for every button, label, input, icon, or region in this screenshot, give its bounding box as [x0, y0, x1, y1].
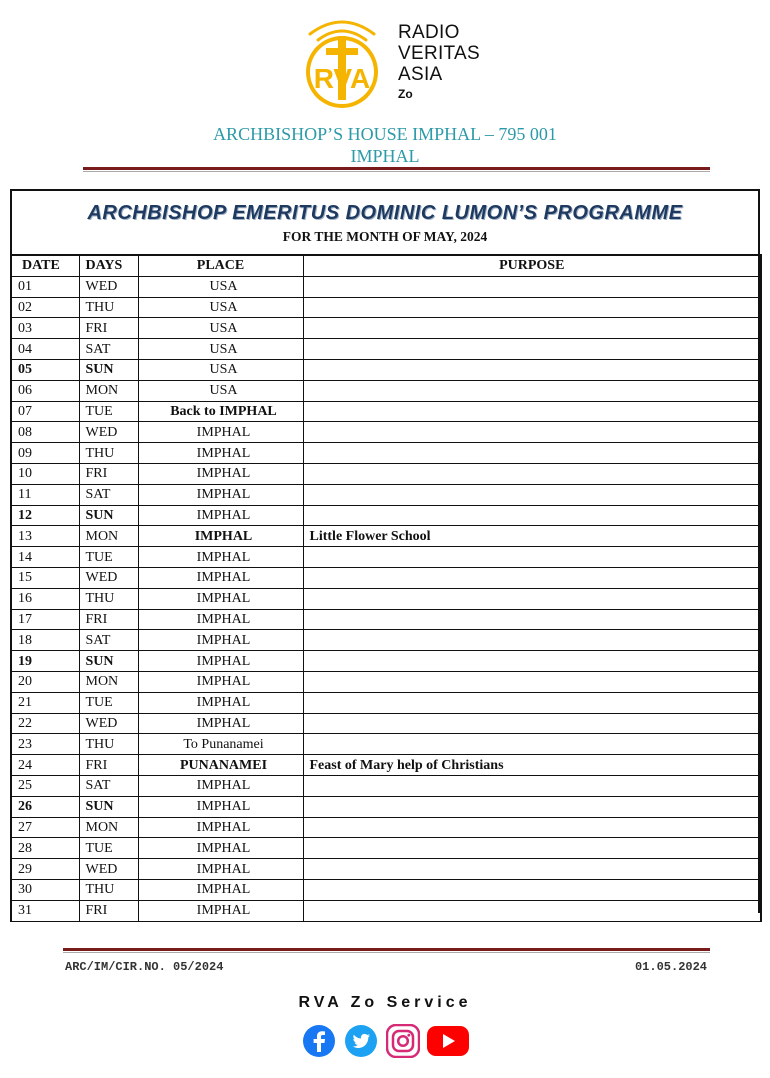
cell-date: 29 [11, 859, 79, 880]
cell-date: 22 [11, 713, 79, 734]
cell-place: USA [138, 359, 303, 380]
cell-date: 17 [11, 609, 79, 630]
cell-day: TUE [79, 838, 138, 859]
table-row [11, 567, 761, 588]
address-line-2: IMPHAL [350, 146, 420, 166]
table-header-row [11, 255, 761, 276]
cell-day: SUN [79, 359, 138, 380]
table-row [11, 879, 761, 900]
cell-place: IMPHAL [138, 838, 303, 859]
cell-purpose [303, 359, 761, 380]
footer-divider [63, 948, 710, 951]
cell-day: SAT [79, 775, 138, 796]
rva-logo [296, 12, 388, 110]
cell-day: SAT [79, 484, 138, 505]
cell-place: IMPHAL [138, 422, 303, 443]
cell-day: SUN [79, 796, 138, 817]
cell-day: SUN [79, 505, 138, 526]
cell-day: WED [79, 276, 138, 297]
cell-place: IMPHAL [138, 505, 303, 526]
cell-date: 16 [11, 588, 79, 609]
table-row [11, 859, 761, 880]
cell-day: THU [79, 588, 138, 609]
cell-day: TUE [79, 401, 138, 422]
cell-date: 19 [11, 651, 79, 672]
cell-place: USA [138, 339, 303, 360]
table-row [11, 422, 761, 443]
cell-place: IMPHAL [138, 713, 303, 734]
table-row [11, 526, 761, 547]
cell-date: 15 [11, 567, 79, 588]
cell-purpose [303, 318, 761, 339]
column-header-purpose: PURPOSE [303, 255, 761, 276]
cell-place: IMPHAL [138, 859, 303, 880]
circular-number: ARC/IM/CIR.NO. 05/2024 [65, 960, 224, 974]
cell-purpose [303, 339, 761, 360]
cell-place: IMPHAL [138, 484, 303, 505]
cell-purpose [303, 630, 761, 651]
cell-place: USA [138, 297, 303, 318]
cell-date: 02 [11, 297, 79, 318]
cell-day: THU [79, 879, 138, 900]
cell-purpose [303, 401, 761, 422]
cell-place: IMPHAL [138, 463, 303, 484]
cell-purpose [303, 547, 761, 568]
cell-purpose [303, 713, 761, 734]
table-row [11, 463, 761, 484]
column-header-days: DAYS [79, 255, 138, 276]
cell-purpose [303, 734, 761, 755]
table-row [11, 838, 761, 859]
cell-day: WED [79, 859, 138, 880]
cell-day: MON [79, 817, 138, 838]
table-row [11, 692, 761, 713]
table-row [11, 443, 761, 464]
table-row [11, 817, 761, 838]
cell-day: TUE [79, 692, 138, 713]
table-row [11, 671, 761, 692]
cell-place: USA [138, 318, 303, 339]
header-divider-thin [83, 171, 710, 172]
cell-date: 31 [11, 900, 79, 921]
cell-date: 25 [11, 775, 79, 796]
cell-date: 03 [11, 318, 79, 339]
circular-date: 01.05.2024 [634, 960, 707, 974]
cell-date: 24 [11, 755, 79, 776]
cell-place: IMPHAL [138, 671, 303, 692]
youtube-icon[interactable] [426, 1024, 470, 1063]
cell-purpose [303, 651, 761, 672]
cell-purpose [303, 422, 761, 443]
cell-day: FRI [79, 609, 138, 630]
table-row [11, 796, 761, 817]
cell-date: 23 [11, 734, 79, 755]
logo-monogram: RVA [313, 63, 371, 94]
table-row [11, 651, 761, 672]
instagram-icon[interactable] [386, 1024, 420, 1063]
cell-purpose [303, 484, 761, 505]
twitter-icon[interactable] [344, 1024, 378, 1063]
cell-purpose [303, 859, 761, 880]
cell-purpose [303, 505, 761, 526]
cell-day: MON [79, 671, 138, 692]
cell-date: 20 [11, 671, 79, 692]
cell-purpose [303, 817, 761, 838]
cell-day: WED [79, 713, 138, 734]
cell-date: 28 [11, 838, 79, 859]
cell-purpose [303, 671, 761, 692]
table-row [11, 588, 761, 609]
cell-day: MON [79, 526, 138, 547]
cell-date: 04 [11, 339, 79, 360]
cell-date: 12 [11, 505, 79, 526]
table-row [11, 713, 761, 734]
cell-purpose [303, 463, 761, 484]
cell-place: IMPHAL [138, 651, 303, 672]
cell-place: IMPHAL [138, 775, 303, 796]
cell-purpose [303, 775, 761, 796]
logo-line-3: ASIA [398, 64, 443, 85]
table-row [11, 297, 761, 318]
cell-day: WED [79, 567, 138, 588]
cell-date: 11 [11, 484, 79, 505]
table-row [11, 734, 761, 755]
table-row [11, 484, 761, 505]
table-row [11, 900, 761, 921]
cell-place: IMPHAL [138, 567, 303, 588]
logo-text [398, 22, 480, 102]
cell-day: MON [79, 380, 138, 401]
cell-day: TUE [79, 547, 138, 568]
cell-purpose [303, 443, 761, 464]
cell-date: 21 [11, 692, 79, 713]
table-row [11, 609, 761, 630]
footer-divider-thin [63, 952, 710, 953]
table-row [11, 318, 761, 339]
programme-subtitle: FOR THE MONTH OF MAY, 2024 [282, 229, 488, 244]
cell-place: IMPHAL [138, 609, 303, 630]
table-row [11, 276, 761, 297]
table-row [11, 755, 761, 776]
cell-date: 13 [11, 526, 79, 547]
cell-purpose [303, 276, 761, 297]
cell-place: IMPHAL [138, 796, 303, 817]
facebook-icon[interactable] [302, 1024, 336, 1063]
cell-place: IMPHAL [138, 692, 303, 713]
cell-date: 01 [11, 276, 79, 297]
cell-date: 07 [11, 401, 79, 422]
cell-purpose: Little Flower School [303, 526, 761, 547]
cell-purpose [303, 609, 761, 630]
logo-line-2: VERITAS [398, 43, 480, 64]
table-row [11, 359, 761, 380]
cell-day: SAT [79, 630, 138, 651]
cell-day: FRI [79, 755, 138, 776]
cell-place: USA [138, 276, 303, 297]
cell-date: 27 [11, 817, 79, 838]
service-label: RVA Zo Service [298, 994, 472, 1011]
cell-place: To Punanamei [138, 734, 303, 755]
cell-purpose: Feast of Mary help of Christians [303, 755, 761, 776]
cell-date: 14 [11, 547, 79, 568]
table-row [11, 630, 761, 651]
cell-date: 30 [11, 879, 79, 900]
table-row [11, 547, 761, 568]
programme-table [10, 254, 762, 922]
cell-date: 06 [11, 380, 79, 401]
cell-place: IMPHAL [138, 900, 303, 921]
cell-place: IMPHAL [138, 443, 303, 464]
column-header-place: PLACE [138, 255, 303, 276]
table-row [11, 380, 761, 401]
cell-date: 18 [11, 630, 79, 651]
cell-purpose [303, 588, 761, 609]
cell-place: PUNANAMEI [138, 755, 303, 776]
cell-purpose [303, 380, 761, 401]
cell-place: IMPHAL [138, 588, 303, 609]
cell-day: SUN [79, 651, 138, 672]
logo-subtitle: Zo [398, 87, 413, 101]
header-divider [83, 167, 710, 170]
address-line-1: ARCHBISHOP’S HOUSE IMPHAL – 795 001 [213, 124, 557, 144]
cell-date: 08 [11, 422, 79, 443]
logo-line-1: RADIO [398, 22, 460, 43]
table-row [11, 401, 761, 422]
cell-day: THU [79, 734, 138, 755]
cell-date: 09 [11, 443, 79, 464]
cell-day: FRI [79, 463, 138, 484]
cell-day: THU [79, 443, 138, 464]
table-row [11, 339, 761, 360]
cell-purpose [303, 567, 761, 588]
cell-place: USA [138, 380, 303, 401]
cell-date: 05 [11, 359, 79, 380]
social-links [302, 1024, 472, 1058]
table-row [11, 505, 761, 526]
cell-day: WED [79, 422, 138, 443]
programme-title: ARCHBISHOP EMERITUS DOMINIC LUMON’S PROGRAMME [87, 202, 683, 224]
cell-place: IMPHAL [138, 547, 303, 568]
table-row [11, 775, 761, 796]
cell-date: 10 [11, 463, 79, 484]
cell-day: SAT [79, 339, 138, 360]
column-header-date: DATE [11, 255, 79, 276]
cell-day: FRI [79, 318, 138, 339]
cell-purpose [303, 796, 761, 817]
cell-day: THU [79, 297, 138, 318]
cell-purpose [303, 692, 761, 713]
cell-purpose [303, 838, 761, 859]
cell-purpose [303, 879, 761, 900]
cell-purpose [303, 900, 761, 921]
cell-purpose [303, 297, 761, 318]
cell-date: 26 [11, 796, 79, 817]
cell-place: IMPHAL [138, 526, 303, 547]
cell-place: IMPHAL [138, 630, 303, 651]
cell-place: Back to IMPHAL [138, 401, 303, 422]
cell-place: IMPHAL [138, 879, 303, 900]
cell-place: IMPHAL [138, 817, 303, 838]
cell-day: FRI [79, 900, 138, 921]
